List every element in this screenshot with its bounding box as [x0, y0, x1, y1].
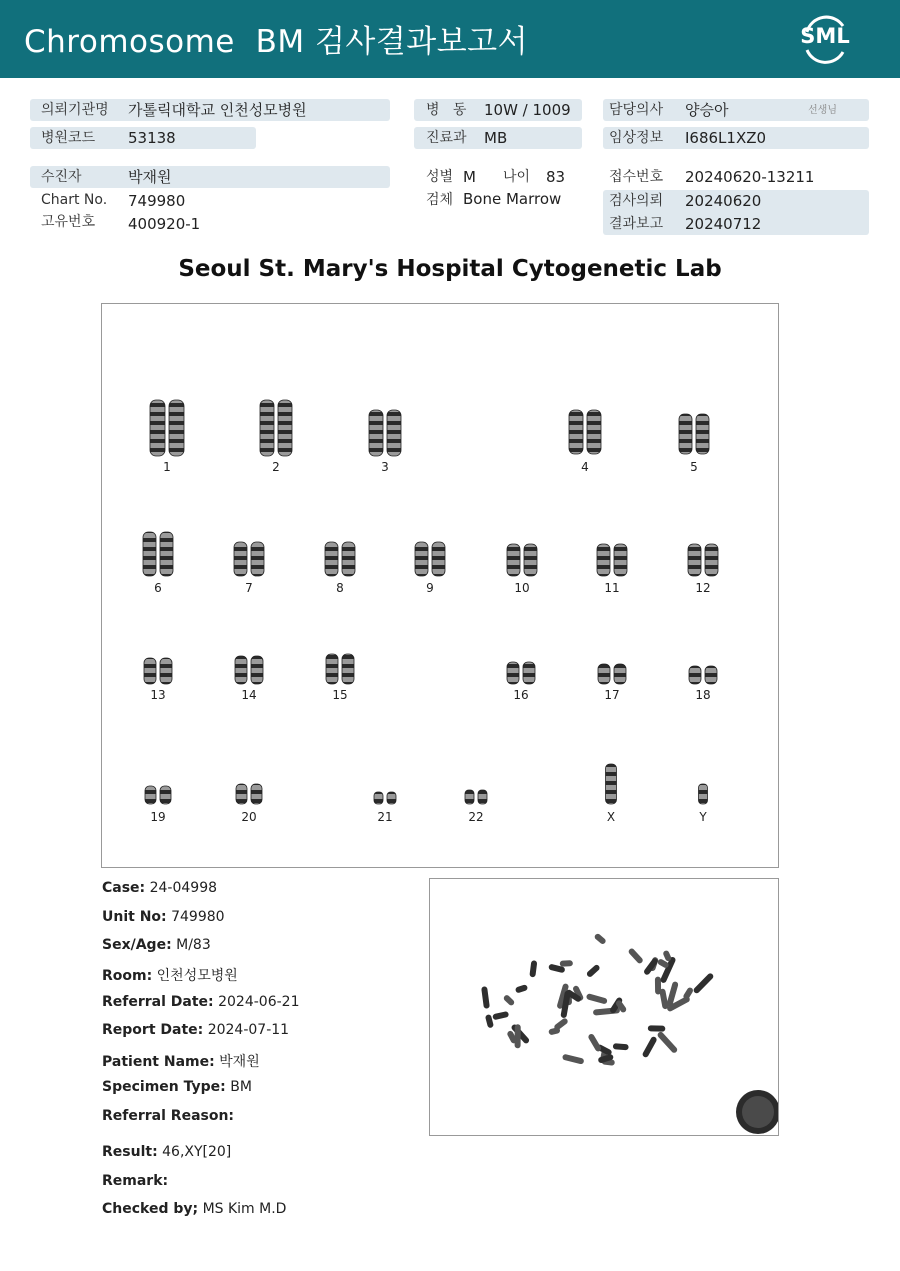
checked-label: Checked by;: [102, 1201, 199, 1217]
request-label: 검사의뢰: [609, 193, 664, 209]
chromosome-1-copy-1: [150, 400, 165, 456]
chromosome-18-copy-2: [705, 666, 717, 684]
chromosome-6-copy-1: [143, 532, 156, 576]
sexage-row: [102, 937, 211, 953]
chromosome-label-11: 11: [604, 581, 620, 595]
metaphase-chromosome: [586, 964, 601, 978]
metaphase-image: [430, 879, 778, 1135]
remark-label: Remark:: [102, 1173, 169, 1189]
chromosome-label-5: 5: [690, 460, 698, 474]
chromosome-label-20: 20: [241, 810, 257, 824]
chromosome-layer: [143, 400, 718, 804]
metaphase-chromosome: [485, 1014, 494, 1028]
chromosome-10-copy-2: [524, 544, 537, 576]
chromosome-3-copy-2: [387, 410, 401, 456]
patient-chip: [30, 166, 390, 188]
chromosome-4-copy-1: [569, 410, 583, 454]
chromosome-17-copy-2: [614, 664, 626, 684]
result-row: [102, 1144, 231, 1160]
referral-date-row: [102, 994, 299, 1010]
checked-row: [102, 1201, 286, 1217]
chromosome-label-15: 15: [332, 688, 348, 702]
room-label: Room:: [102, 968, 153, 984]
doctor-label: 담당의사: [609, 102, 664, 118]
result-label: Result:: [102, 1144, 158, 1160]
age-label: 나이: [503, 169, 531, 185]
lab-title: Seoul St. Mary's Hospital Cytogenetic Lab: [178, 256, 722, 282]
unique-no-value: 400920-1: [128, 215, 201, 233]
chromosome-5-copy-2: [696, 414, 709, 454]
chromosome-label-16: 16: [513, 688, 529, 702]
metaphase-chromosome: [529, 960, 537, 977]
referral-date-value: 2024-06-21: [218, 994, 300, 1010]
age-value: 83: [546, 168, 566, 186]
chromosome-label-9: 9: [426, 581, 434, 595]
chromosome-6-copy-2: [160, 532, 173, 576]
chromosome-14-copy-1: [235, 656, 247, 684]
hospital-code-label: 병원코드: [41, 130, 96, 146]
report-date-label: 결과보고: [609, 216, 664, 232]
room-value: 인천성모병원: [156, 968, 238, 984]
metaphase-chromosome: [643, 957, 659, 976]
chromosome-label-4: 4: [581, 460, 589, 474]
metaphase-chromosome: [515, 1024, 521, 1048]
specimen-type-label: Specimen Type:: [102, 1079, 226, 1095]
patient-name-row: [102, 1051, 260, 1071]
chromosome-11-copy-1: [597, 544, 610, 576]
patient-value: 박재원: [128, 168, 172, 186]
nucleus-inner: [742, 1096, 774, 1128]
remark-row: [102, 1173, 168, 1189]
chromosome-label-18: 18: [695, 688, 711, 702]
metaphase-panel: [429, 878, 779, 1136]
chromosome-22-copy-2: [478, 790, 487, 804]
chromosome-8-copy-1: [325, 542, 338, 576]
chromosome-20-copy-1: [236, 784, 247, 804]
referral-reason-label: Referral Reason:: [102, 1108, 235, 1124]
metaphase-chromosome: [627, 947, 644, 964]
specimen-type-row: [102, 1079, 252, 1095]
chromosome-X-copy-1: [606, 764, 617, 804]
chromosome-17-copy-1: [598, 664, 610, 684]
metaphase-chromosome: [503, 994, 516, 1007]
clinical-label: 임상정보: [609, 130, 664, 146]
metaphase-chromosome: [560, 960, 573, 967]
patient-name-label: Patient Name:: [102, 1054, 215, 1070]
chromosome-label-10: 10: [514, 581, 530, 595]
case-report-date-value: 2024-07-11: [207, 1022, 290, 1038]
chromosome-label-7: 7: [245, 581, 253, 595]
chromosome-label-22: 22: [468, 810, 484, 824]
chromosome-15-copy-2: [342, 654, 354, 684]
unit-value: 749980: [171, 909, 225, 925]
patient-label: 수진자: [41, 169, 82, 185]
metaphase-chromosome: [692, 972, 714, 994]
chromosome-7-copy-1: [234, 542, 247, 576]
request-value: 20240620: [685, 192, 762, 210]
chromosome-21-copy-2: [387, 792, 396, 804]
case-report-date-label: Report Date:: [102, 1022, 204, 1038]
chromosome-20-copy-2: [251, 784, 262, 804]
chromosome-label-6: 6: [154, 581, 162, 595]
chromosome-label-21: 21: [377, 810, 393, 824]
institution-value: 가톨릭대학교 인천성모병원: [128, 101, 307, 119]
specimen-label: 검체: [426, 192, 454, 208]
case-value: 24-04998: [149, 880, 218, 896]
chromosome-label-14: 14: [241, 688, 257, 702]
chromosome-18-copy-1: [689, 666, 701, 684]
chromosome-12-copy-2: [705, 544, 718, 576]
room-row: [102, 965, 238, 985]
sex-label: 성별: [426, 169, 454, 185]
chromosome-9-copy-2: [432, 542, 445, 576]
chromosome-Y-copy-1: [699, 784, 708, 804]
checked-value: MS Kim M.D: [202, 1201, 287, 1217]
metaphase-chromosome: [587, 1033, 602, 1053]
metaphase-chromosome: [613, 1043, 629, 1050]
chromosome-4-copy-2: [587, 410, 601, 454]
chromosome-2-copy-2: [278, 400, 292, 456]
chromosome-22-copy-1: [465, 790, 474, 804]
report-date-row: [102, 1022, 289, 1038]
report-header: [0, 0, 900, 78]
chromosome-13-copy-1: [144, 658, 156, 684]
metaphase-chromosome: [515, 984, 528, 993]
accession-label: 접수번호: [609, 169, 664, 185]
metaphase-chromosome: [562, 1054, 585, 1065]
patient-name-value: 박재원: [219, 1054, 260, 1070]
chromosome-19-copy-1: [145, 786, 156, 804]
chromosome-2-copy-1: [260, 400, 274, 456]
metaphase-chromosome: [642, 1036, 658, 1059]
chromosome-12-copy-1: [688, 544, 701, 576]
department-label: 진료과: [426, 130, 467, 146]
case-label: Case:: [102, 880, 146, 896]
chromosome-label-19: 19: [150, 810, 166, 824]
chromosome-10-copy-1: [507, 544, 520, 576]
case-row: [102, 880, 217, 896]
chromosome-9-copy-1: [415, 542, 428, 576]
chromosome-8-copy-2: [342, 542, 355, 576]
unit-row: [102, 909, 225, 925]
chromosome-label-12: 12: [695, 581, 711, 595]
sml-logo: [797, 12, 853, 64]
chromosome-1-copy-2: [169, 400, 184, 456]
chromosome-5-copy-1: [679, 414, 692, 454]
metaphase-chromosome: [492, 1011, 509, 1020]
specimen-value: Bone Marrow: [463, 190, 562, 208]
karyotype-panel: [101, 303, 779, 868]
metaphase-chromosome: [481, 986, 490, 1009]
department-value: MB: [484, 129, 508, 147]
chromosome-11-copy-2: [614, 544, 627, 576]
hospital-code-value: 53138: [128, 129, 176, 147]
metaphase-layer: [481, 933, 714, 1066]
chromosome-14-copy-2: [251, 656, 263, 684]
metaphase-chromosome: [593, 933, 606, 946]
ward-value: 10W / 1009: [484, 101, 571, 119]
chromosome-19-copy-2: [160, 786, 171, 804]
doctor-suffix: 선생님: [808, 105, 837, 116]
chromosome-3-copy-1: [369, 410, 383, 456]
chromosome-label-X: X: [606, 810, 616, 824]
metaphase-chromosome: [656, 1031, 678, 1054]
result-value: 46,XY[20]: [162, 1144, 232, 1160]
chromosome-13-copy-2: [160, 658, 172, 684]
report-date-value: 20240712: [685, 215, 762, 233]
sex-value: M: [463, 168, 476, 186]
institution-label: 의뢰기관명: [41, 102, 109, 118]
specimen-type-value: BM: [230, 1079, 252, 1095]
sexage-label: Sex/Age:: [102, 937, 172, 953]
chromosome-label-Y: Y: [699, 810, 707, 824]
ward-label: 병 동: [426, 102, 467, 118]
accession-value: 20240620-13211: [685, 168, 815, 186]
chromosome-15-copy-1: [326, 654, 338, 684]
chart-label: Chart No.: [41, 192, 108, 208]
clinical-value: I686L1XZ0: [685, 129, 767, 147]
doctor-value: 양승아: [685, 101, 729, 119]
chromosome-label-3: 3: [381, 460, 389, 474]
metaphase-chromosome: [659, 988, 669, 1009]
logo-text: SML: [800, 24, 850, 48]
metaphase-chromosome: [553, 1017, 569, 1031]
chromosome-16-copy-1: [507, 662, 519, 684]
chromosome-label-8: 8: [336, 581, 344, 595]
chromosome-21-copy-1: [374, 792, 383, 804]
chromosome-label-13: 13: [150, 688, 166, 702]
sexage-value: M/83: [176, 937, 211, 953]
chromosome-7-copy-2: [251, 542, 264, 576]
referral-reason-row: [102, 1108, 234, 1124]
report-title: Chromosome BM 검사결과보고서: [24, 24, 529, 60]
chromosome-16-copy-2: [523, 662, 535, 684]
metaphase-chromosome: [648, 1025, 666, 1031]
unit-label: Unit No:: [102, 909, 167, 925]
unique-no-label: 고유번호: [41, 214, 96, 230]
chromosome-label-2: 2: [272, 460, 280, 474]
chromosome-label-1: 1: [163, 460, 171, 474]
chart-value: 749980: [128, 192, 186, 210]
metaphase-chromosome: [586, 993, 608, 1004]
referral-date-label: Referral Date:: [102, 994, 214, 1010]
chromosome-label-17: 17: [604, 688, 620, 702]
